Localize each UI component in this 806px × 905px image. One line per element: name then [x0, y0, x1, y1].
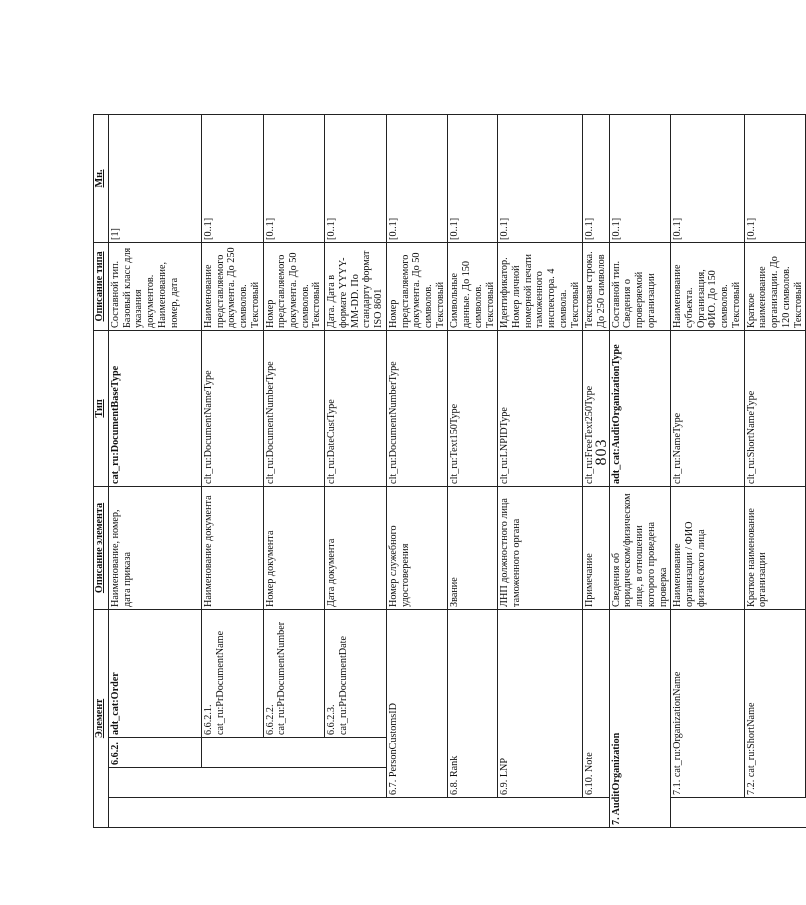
element-description: Наименование, номер, дата приказа — [109, 486, 202, 609]
row-number: 6.7. — [387, 779, 399, 795]
element-name — [386, 609, 448, 797]
element-name — [583, 609, 609, 797]
element-name: adt_cat:Order — [109, 609, 202, 737]
element-type: clt_ru:LNPIDType — [498, 330, 583, 486]
header-type-description: Описание типа — [94, 242, 109, 330]
element-description: Звание — [448, 486, 498, 609]
row-number: 6.10. — [584, 774, 596, 795]
row-number: 7.1. — [672, 779, 684, 795]
multiplicity: [0..1] — [448, 114, 498, 242]
element-description: Номер документа — [263, 486, 325, 609]
table-row — [202, 114, 264, 827]
element-name — [671, 609, 744, 797]
element-name — [498, 609, 583, 797]
header-element-description: Описание элемента — [94, 486, 109, 609]
element-name-text: cat_ru:PrDocumentNumber — [276, 621, 288, 735]
header-type: Тип — [94, 330, 109, 486]
table-row — [583, 114, 609, 827]
table-row — [263, 114, 325, 827]
element-type: adt_cat:AuditOrganizationType — [609, 330, 671, 486]
header-element: Элемент — [94, 609, 109, 827]
row-number: 7.2. — [745, 779, 757, 795]
element-description: Наименование документа — [202, 486, 264, 609]
element-type: clt_ru:DocumentNameType — [202, 330, 264, 486]
element-description: Номер служебного удостоверения — [386, 486, 448, 609]
type-description: Наименование субъекта. Организация, ФИО. До 150 символов. Текстовый — [671, 242, 744, 330]
element-description: Краткое наименование организации — [744, 486, 806, 609]
element-name-text: AuditOrganization — [610, 732, 622, 816]
element-name — [744, 609, 806, 797]
table-row — [671, 114, 744, 827]
element-type: clt_ru:ShortNameType — [744, 330, 806, 486]
table-row — [325, 114, 387, 827]
element-type: clt_ru:NameType — [671, 330, 744, 486]
type-description: Текстовая строка. До 250 символов — [583, 242, 609, 330]
element-description: Наименование организации / ФИО физического лица — [671, 486, 744, 609]
element-name-text: Rank — [449, 755, 461, 778]
element-name-text: LNP — [499, 757, 511, 778]
element-description: Сведения об юридическом/физическом лице, в отношении которого проведена проверка — [609, 486, 671, 609]
table-row — [386, 114, 448, 827]
header-multiplicity: Мн. — [94, 114, 109, 242]
element-type: clt_ru:Text150Type — [448, 330, 498, 486]
element-name — [448, 609, 498, 797]
multiplicity: [0..1] — [386, 114, 448, 242]
row-number: 7. — [610, 817, 622, 825]
element-name — [325, 609, 387, 737]
row-number: 6.6.2.2. — [264, 704, 276, 735]
type-description: Номер представляемого документа. До 50 символов. Текстовый — [263, 242, 325, 330]
multiplicity: [0..1] — [325, 114, 387, 242]
table-row — [744, 114, 806, 827]
type-description: Составной тип. Базовый класс для указания документов. Наименование, номер, дата — [109, 242, 202, 330]
type-description: Номер представляемого документа. До 50 символов. Текстовый — [386, 242, 448, 330]
element-name-text: cat_ru:PrDocumentName — [214, 630, 226, 735]
multiplicity: [0..1] — [671, 114, 744, 242]
type-description: Символьные данные. До 150 символов. Текстовый — [448, 242, 498, 330]
page-number: 803 — [593, 438, 610, 466]
multiplicity: [0..1] — [202, 114, 264, 242]
row-number: 6.6.2.3. — [326, 704, 338, 735]
type-description: Дата. Дата в формате YYYY-MM-DD. По стандарту формат ISO 8601 — [325, 242, 387, 330]
element-name — [202, 609, 264, 737]
row-number: 6.9. — [499, 779, 511, 795]
elements-table — [93, 114, 806, 828]
type-description: Идентификатор. Номер личной номерной печати таможенного инспектора. 4 символа. Текстовый — [498, 242, 583, 330]
type-description: Краткое наименование организации. До 120 символов. Текстовый — [744, 242, 806, 330]
table-row — [448, 114, 498, 827]
multiplicity: [0..1] — [744, 114, 806, 242]
table-row — [609, 114, 671, 827]
multiplicity: [1] — [109, 114, 202, 242]
element-type: clt_ru:DateCustType — [325, 330, 387, 486]
element-name-text: cat_ru:ShortName — [745, 702, 757, 778]
multiplicity: [0..1] — [583, 114, 609, 242]
multiplicity: [0..1] — [263, 114, 325, 242]
element-name — [609, 609, 671, 827]
element-name-text: Note — [584, 752, 596, 773]
element-name-text: cat_ru:OrganizationName — [672, 671, 684, 778]
row-number: 6.8. — [449, 779, 461, 795]
table-header-row — [94, 114, 109, 827]
table-row — [109, 114, 202, 827]
type-description: Наименование представляемого документа. До 250 символов. Текстовый — [202, 242, 264, 330]
element-type: clt_ru:FreeText250Type — [583, 330, 609, 486]
element-name-text: cat_ru:PrDocumentDate — [337, 635, 349, 735]
multiplicity: [0..1] — [498, 114, 583, 242]
element-description: Примечание — [583, 486, 609, 609]
multiplicity: [0..1] — [609, 114, 671, 242]
element-description: Дата документа — [325, 486, 387, 609]
element-type: clt_ru:DocumentNumberType — [263, 330, 325, 486]
row-number: 6.6.2.1. — [203, 704, 214, 735]
type-description: Составной тип. Сведения о проверяемой организации — [609, 242, 671, 330]
element-name-text: PersonCustomsID — [387, 703, 399, 778]
element-type: cat_ru:DocumentBaseType — [109, 330, 202, 486]
row-number: 6.6.2. — [109, 738, 202, 768]
element-type: clt_ru:DocumentNumberType — [386, 330, 448, 486]
element-name — [263, 609, 325, 737]
element-description: ЛНП должностного лица таможенного органа — [498, 486, 583, 609]
table-row — [498, 114, 583, 827]
